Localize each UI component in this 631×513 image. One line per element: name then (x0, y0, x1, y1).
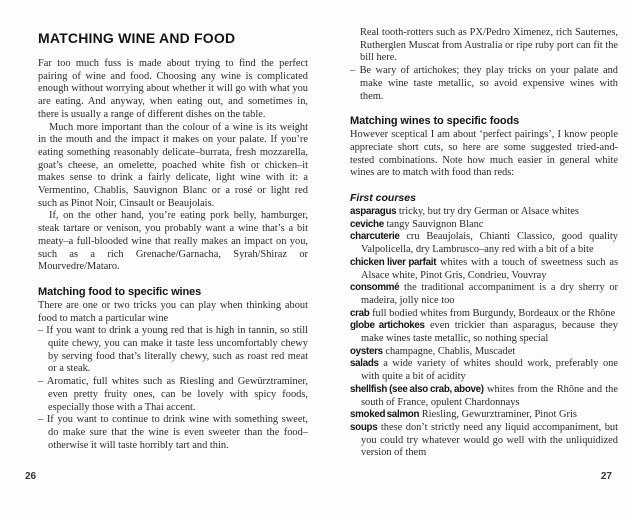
entry-salads (350, 358, 618, 383)
entry-crab (350, 308, 618, 321)
entry-chicken-liver-parfait (350, 257, 618, 282)
entry-description: these don’t strictly need any liquid accompaniment, but you could try whatever would go well with the unliquidized version of them (361, 421, 618, 459)
paragraph-pairings-intro: However sceptical I am about ‘perfect pairings’, I know people appreciate short cuts, so here are some suggested tried-and-tested combinations. Note how much easier in general white wines are to match with food than reds: (350, 129, 618, 179)
bullet-artichokes: – Be wary of artichokes; they play tricks on your palate and make wine taste metallic, so avoid expensive wines with them. (350, 65, 618, 102)
page-title: MATCHING WINE AND FOOD (38, 30, 236, 46)
page-left (38, 30, 308, 452)
page-right (350, 27, 618, 460)
entry-ceviche (350, 219, 618, 232)
entry-description: full bodied whites from Burgundy, Bordeaux or the Rhône (369, 307, 616, 319)
entry-term: smoked salmon (350, 409, 420, 421)
entry-term: salads (350, 358, 379, 370)
entry-description: cru Beaujolais, Chianti Classico, good quality Valpolicella, dry Lambrusco–any red with a bit of a bite (361, 231, 618, 256)
entry-description: whites from the Rhône and the south of France, opulent Chardonnays (361, 383, 618, 408)
entry-description: tricky, but try dry German or Alsace whites (396, 206, 579, 218)
page-number-left: 26 (25, 471, 37, 482)
section-label-first-courses: First courses (350, 192, 416, 205)
paragraph-tricks-intro: There are one or two tricks you can play when thinking about food to match a particular wine (38, 299, 308, 324)
entry-description: Riesling, Gewurztraminer, Pinot Gris (419, 409, 577, 421)
entry-term: chicken liver parfait (350, 256, 437, 268)
paragraph-tooth-rotters: Real tooth-rotters such as PX/Pedro Ximenez, rich Sauternes, Rutherglen Muscat from Australia or ripe ruby port can fit the bill here. (360, 27, 618, 64)
entry-term: consommé (350, 282, 400, 294)
page-number-right: 27 (600, 471, 612, 482)
entry-shellfish (350, 384, 618, 409)
bullet-tannin: – If you want to drink a young red that is high in tannin, so still quite chewy, you can make it taste less uncomfortably chewy by serving food that’s literally chewy, such as roast red meat or a steak. (38, 325, 308, 375)
entry-term: asparagus (350, 206, 397, 218)
entry-description: even trickier than asparagus, because they make wines taste metallic, so nothing special (361, 320, 618, 345)
entry-globe-artichokes (350, 320, 618, 345)
entry-description: tangy Sauvignon Blanc (383, 218, 484, 230)
entry-smoked-salmon (350, 409, 618, 422)
entry-term: charcuterie (350, 231, 400, 243)
entry-description: a wide variety of whites should work, preferably one with quite a bit of acidity (361, 358, 618, 383)
entry-description: champagne, Chablis, Muscadet (382, 345, 516, 357)
paragraph-intro: Far too much fuss is made about trying to find the perfect pairing of wine and food. Choosing any wine is complicated enough without worrying about whether it will go with what you are eating. And anyway, when eating out, and sometimes in, there is usually a range of different dishes on the table. (38, 58, 308, 120)
subhead-food-to-wines: Matching food to specific wines (38, 285, 202, 298)
paragraph-wine-weight: Much more important than the colour of a wine is its weight in the mouth and the impact it makes on your palate. If you’re eating something reasonably delicate–burrata, fresh mozzarella, goat’s cheese, an omelette, poached white fish or chicken–it makes sense to drink a fairly delicate, light wine with it: a Vermentino, Chablis, Sauvignon Blanc or a rosé or light red such as Pinot Noir, Cinsault or Beaujolais. (38, 121, 308, 209)
entry-oysters (350, 346, 618, 359)
entry-term: ceviche (350, 218, 384, 230)
entry-consomme (350, 282, 618, 307)
bullet-sweet-wine: – If you want to continue to drink wine with something sweet, do make sure that the wine is even sweeter than the food–otherwise it will taste horribly tart and thin. (38, 414, 308, 451)
entry-term: globe artichokes (350, 320, 425, 332)
entry-term: oysters (350, 345, 383, 357)
bullet-aromatic-whites: – Aromatic, full whites such as Riesling and Gewürztraminer, even pretty fruity ones, can be lovely with spicy foods, especially those with a Thai accent. (38, 376, 308, 413)
entry-asparagus (350, 206, 618, 219)
entry-term: soups (350, 421, 378, 433)
entry-term: shellfish (see also crab, above) (350, 383, 484, 395)
entry-description: the traditional accompaniment is a dry sherry or madeira, jolly nice too (361, 282, 618, 306)
subhead-wines-to-foods: Matching wines to specific foods (350, 115, 520, 128)
entry-charcuterie (350, 231, 618, 256)
paragraph-meaty-wine: If, on the other hand, you’re eating pork belly, hamburger, steak tartare or venison, you probably want a wine that’s a bit meaty–a full-blooded wine that really makes an impact on you, such as a rich Grenache/Garnacha, Syrah/Shiraz or Mourvedre/Mataro. (38, 210, 308, 273)
entry-description: whites with a touch of sweetness such as Alsace white, Pinot Gris, Condrieu, Vouvray (361, 256, 618, 281)
entry-soups (350, 422, 618, 460)
entry-term: crab (350, 307, 370, 319)
